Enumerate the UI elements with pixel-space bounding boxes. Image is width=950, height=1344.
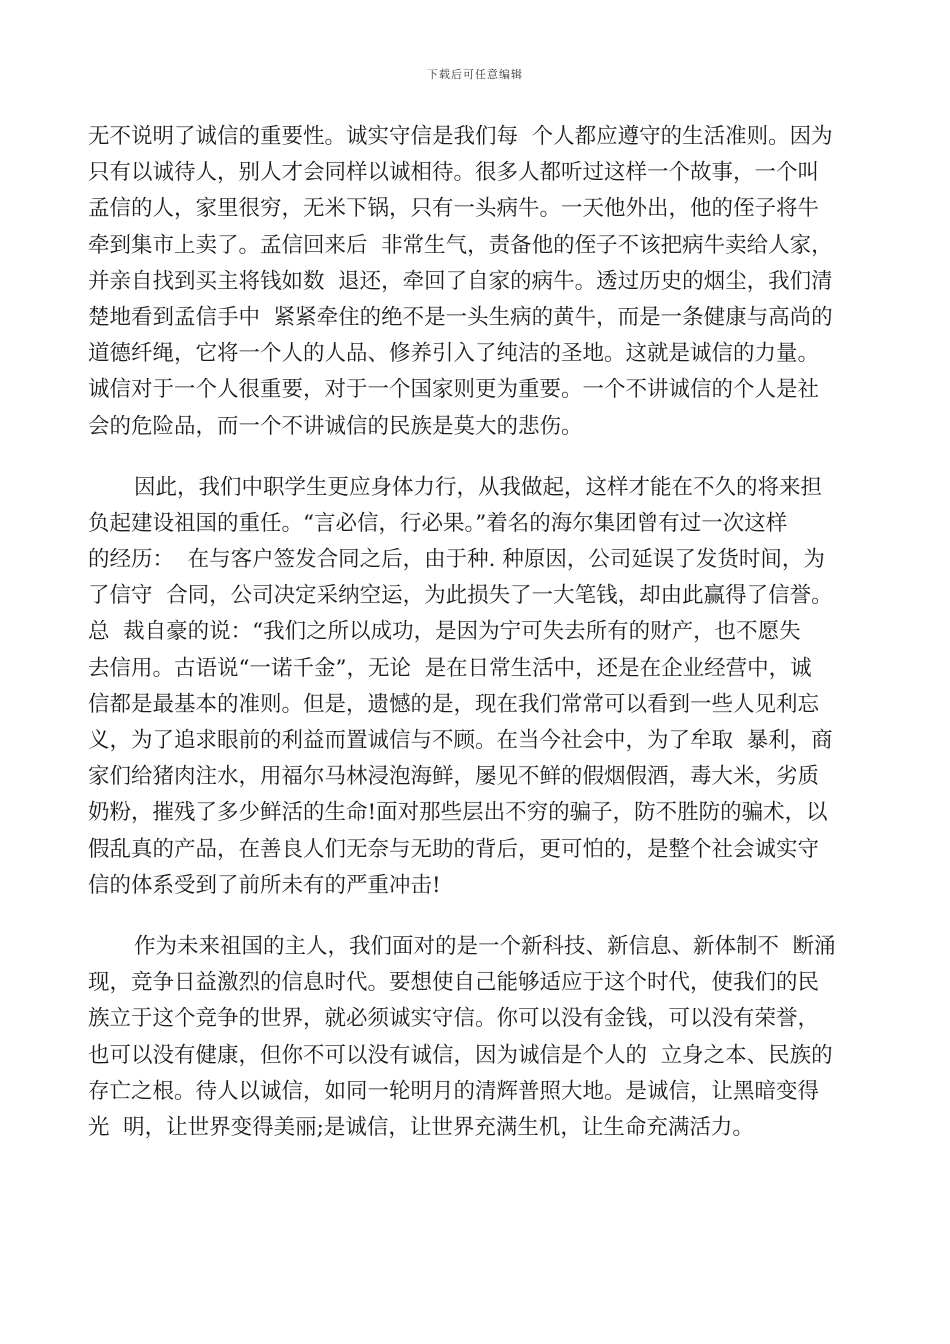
- text-line: 信的体系受到了前所未有的严重冲击!: [88, 872, 441, 898]
- text-line: 道德纤绳，它将一个人的人品、修养引入了纯洁的圣地。这就是诚信的力量。: [88, 341, 820, 367]
- text-line: 义，为了追求眼前的利益而置诚信与不顾。在当今社会中，为了牟取 暴利，商: [88, 728, 833, 753]
- text-line: 族立于这个竞争的世界，就必须诚实守信。你可以没有金钱，可以没有荣誉，: [88, 1006, 820, 1032]
- text-line: 只有以诚待人，别人才会同样以诚相待。很多人都听过这样一个故事，一个叫: [88, 160, 820, 186]
- document-body: [88, 119, 864, 1146]
- text-line: 奶粉，摧残了多少鲜活的生命!面对那些层出不穷的骗子，防不胜防的骗术，以: [88, 800, 828, 826]
- text-line: 的经历： 在与客户签发合同之后，由于种. 种原因，公司延误了发货时间，为: [88, 547, 825, 573]
- text-line: 现，竞争日益激烈的信息时代。要想使自己能够适应于这个时代，使我们的民: [88, 970, 820, 996]
- text-line: 负起建设祖国的重任。“言必信，行必果。”着名的海尔集团曾有过一次这样: [88, 510, 788, 536]
- text-line: 了信守 合同，公司决定采纳空运，为此损失了一大笔钱，却由此赢得了信誉。: [88, 583, 833, 609]
- text-line: 去信用。古语说“一诺千金”，无论 是在日常生活中，还是在企业经营中，诚: [88, 655, 812, 681]
- text-line: 会的危险品，而一个不讲诚信的民族是莫大的悲伤。: [88, 413, 583, 439]
- text-line: 假乱真的产品，在善良人们无奈与无助的背后，更可怕的，是整个社会诚实守: [88, 836, 820, 862]
- page-header: 下载后可任意编辑: [427, 68, 523, 81]
- text-line: 存亡之根。待人以诚信，如同一轮明月的清辉普照大地。是诚信，让黑暗变得: [88, 1078, 820, 1104]
- text-line: 无不说明了诚信的重要性。诚实守信是我们每 个人都应遵守的生活准则。因为: [88, 124, 833, 149]
- text-line: 也可以没有健康，但你不可以没有诚信，因为诚信是个人的 立身之本、民族的: [88, 1042, 833, 1068]
- paragraph-1: [88, 119, 864, 445]
- text-line: 牵到集市上卖了。孟信回来后 非常生气，责备他的侄子不该把病牛卖给人家，: [88, 232, 833, 258]
- text-line: 家们给猪肉注水，用福尔马林浸泡海鲜，屡见不鲜的假烟假酒，毒大米，劣质: [88, 764, 820, 790]
- text-line: 孟信的人，家里很穷，无米下锅，只有一头病牛。一天他外出，他的侄子将牛: [88, 196, 820, 222]
- text-line: 因此，我们中职学生更应身体力行，从我做起，这样才能在不久的将来担: [134, 474, 823, 500]
- text-line: 作为未来祖国的主人，我们面对的是一个新科技、新信息、新体制不 断涌: [134, 933, 836, 959]
- text-line: 信都是最基本的准则。但是，遗憾的是，现在我们常常可以看到一些人见利忘: [88, 691, 820, 717]
- text-line: 光 明，让世界变得美丽;是诚信，让世界充满生机，让生命充满活力。: [88, 1114, 754, 1140]
- text-line: 总 裁自豪的说：“我们之所以成功，是因为宁可失去所有的财产，也不愿失: [88, 619, 801, 645]
- paragraph-3: [88, 929, 864, 1146]
- text-line: 诚信对于一个人很重要，对于一个国家则更为重要。一个不讲诚信的个人是社: [88, 377, 820, 403]
- text-line: 并亲自找到买主将钱如数 退还，牵回了自家的病牛。透过历史的烟尘，我们清: [88, 268, 833, 294]
- text-line: 楚地看到孟信手中 紧紧牵住的绝不是一头生病的黄牛，而是一条健康与高尚的: [88, 304, 833, 330]
- paragraph-2: [88, 470, 864, 904]
